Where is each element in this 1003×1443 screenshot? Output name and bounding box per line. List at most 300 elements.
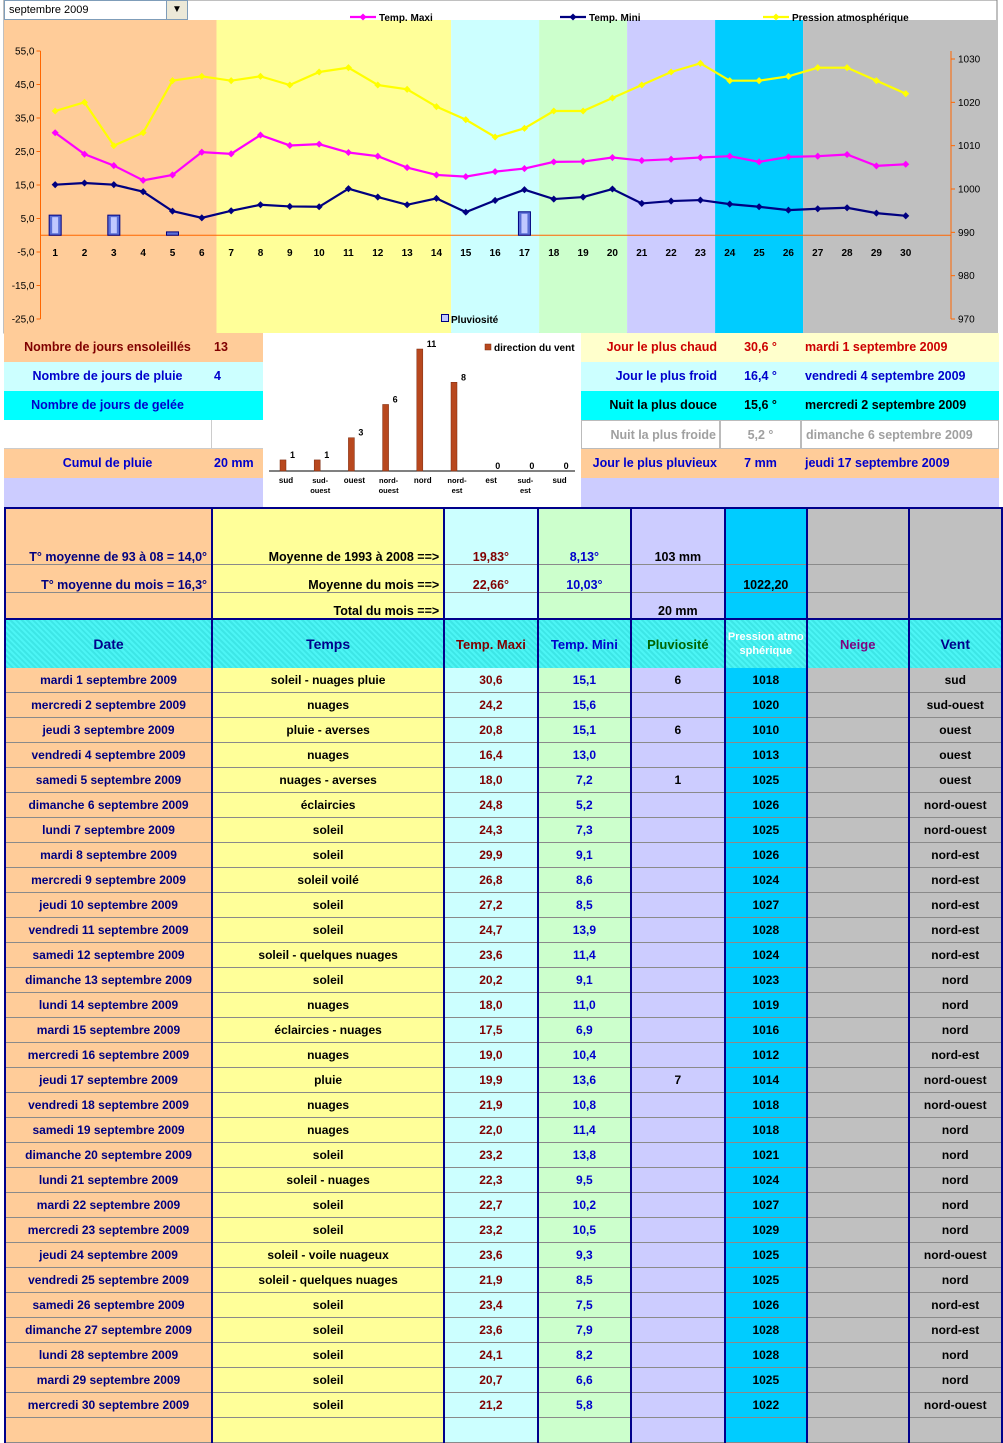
- cell-neige: [807, 1193, 909, 1218]
- cell-pluie: [631, 1343, 724, 1368]
- daily-weather-table: [4, 618, 1003, 1443]
- summary-coldest-night-value: 5,2 °: [720, 420, 801, 449]
- legend-rain-marker: [442, 315, 449, 322]
- cell-tmax: 20,7: [444, 1368, 537, 1393]
- column-header-pluie[interactable]: Pluviosité: [631, 619, 724, 668]
- cell-tmax: 22,0: [444, 1118, 537, 1143]
- x-tick-label: 8: [257, 248, 264, 259]
- column-header-temps[interactable]: Temps: [212, 619, 444, 668]
- cell-tmin: 7,5: [538, 1293, 631, 1318]
- cell-tmin: 13,9: [538, 918, 631, 943]
- cell-vent: nord-ouest: [909, 818, 1003, 843]
- month-total-rain: 20 mm: [631, 592, 724, 618]
- cell-tmax: 18,0: [444, 768, 537, 793]
- wind-bar-label: 8: [461, 372, 467, 383]
- cell-tmin: 6,9: [538, 1018, 631, 1043]
- cell-temps: soleil - nuages pluie: [212, 668, 444, 693]
- x-tick-label: 29: [870, 248, 882, 259]
- cell-date: samedi 26 septembre 2009: [5, 1293, 212, 1318]
- cell-tmin: 10,4: [538, 1043, 631, 1068]
- legend-rain-label: Pluviosité: [451, 315, 499, 326]
- cell-neige: [807, 993, 909, 1018]
- cell-neige: [807, 793, 909, 818]
- cell-pluie: [631, 943, 724, 968]
- cell-tmin: 13,8: [538, 1143, 631, 1168]
- cell-date: lundi 7 septembre 2009: [5, 818, 212, 843]
- cell-date: lundi 21 septembre 2009: [5, 1168, 212, 1193]
- summary-sunny-days-label: Nombre de jours ensoleillés: [4, 333, 211, 362]
- y-left-tick-label: 5,0: [20, 214, 35, 225]
- x-tick-label: 28: [841, 248, 853, 259]
- summary-coldest-day-date: vendredi 4 septembre 2009: [801, 362, 999, 391]
- cell-neige: [807, 1043, 909, 1068]
- cell-tmax: 22,7: [444, 1193, 537, 1218]
- cell-pression: 1027: [725, 893, 807, 918]
- cell-vent: nord-ouest: [909, 1393, 1003, 1418]
- cell-date: samedi 19 septembre 2009: [5, 1118, 212, 1143]
- cell-pression: 1025: [725, 1368, 807, 1393]
- column-header-tmax[interactable]: Temp. Maxi: [444, 619, 537, 668]
- wind-bar: [348, 438, 354, 471]
- wind-bar-label: 1: [290, 449, 296, 460]
- summary-rain-total-label: Cumul de pluie: [4, 449, 211, 478]
- cell-pression: 1010: [725, 718, 807, 743]
- cell-pression: 1023: [725, 968, 807, 993]
- x-tick-label: 11: [343, 248, 354, 259]
- cell-empty: [538, 1418, 631, 1443]
- wind-bar: [280, 460, 286, 471]
- cell-temps: soleil: [212, 1318, 444, 1343]
- cell-tmax: 20,2: [444, 968, 537, 993]
- cell-vent: nord: [909, 968, 1003, 993]
- data-tables: [0, 507, 1003, 1443]
- table-row: [5, 1043, 1002, 1068]
- wind-category-label: est: [485, 476, 497, 485]
- cell-neige: [807, 668, 909, 693]
- chart-band: [715, 20, 803, 333]
- cell-tmax: 21,9: [444, 1093, 537, 1118]
- cell-date: mardi 15 septembre 2009: [5, 1018, 212, 1043]
- table-row: [5, 1168, 1002, 1193]
- cell-tmax: 17,5: [444, 1018, 537, 1043]
- wind-category-label: sud-ouest: [310, 476, 331, 495]
- x-tick-label: 24: [724, 248, 736, 259]
- wind-category-label: sud: [552, 476, 567, 485]
- cell-pluie: [631, 1393, 724, 1418]
- wind-bar-label: 3: [358, 427, 364, 438]
- cell-tmin: 9,5: [538, 1168, 631, 1193]
- summary-rain-days-value: 4: [211, 362, 263, 391]
- cell-vent: nord-est: [909, 918, 1003, 943]
- cell-pluie: 6: [631, 718, 724, 743]
- wind-category-label: ouest: [343, 476, 366, 485]
- cell-tmax: 23,2: [444, 1143, 537, 1168]
- table-row: [5, 1268, 1002, 1293]
- wind-category-label: nord: [413, 476, 432, 485]
- cell-tmax: 23,4: [444, 1293, 537, 1318]
- x-tick-label: 3: [111, 248, 117, 259]
- cell-pluie: [631, 1018, 724, 1043]
- cell-temps: soleil: [212, 1143, 444, 1168]
- y-right-tick-label: 1010: [958, 141, 981, 153]
- summary-hottest-day-value: 30,6 °: [720, 333, 801, 362]
- cell-pluie: [631, 1268, 724, 1293]
- cell-date: samedi 12 septembre 2009: [5, 943, 212, 968]
- table-row: [5, 943, 1002, 968]
- cell-empty: [212, 1418, 444, 1443]
- table-row: [5, 1318, 1002, 1343]
- x-tick-label: 26: [782, 248, 794, 259]
- cell-date: jeudi 24 septembre 2009: [5, 1243, 212, 1268]
- cell-pression: 1018: [725, 668, 807, 693]
- cell-neige: [807, 1368, 909, 1393]
- cell-vent: ouest: [909, 768, 1003, 793]
- cell-date: mercredi 16 septembre 2009: [5, 1043, 212, 1068]
- cell-pression: 1020: [725, 693, 807, 718]
- cell-pluie: [631, 1143, 724, 1168]
- cell-date: vendredi 11 septembre 2009: [5, 918, 212, 943]
- y-left-tick-label: 35,0: [15, 113, 35, 125]
- cell-tmin: 8,6: [538, 868, 631, 893]
- cell-neige: [807, 1118, 909, 1143]
- month-selector-value: septembre 2009: [9, 4, 89, 16]
- y-right-tick-label: 990: [958, 227, 975, 239]
- cell-tmax: 23,6: [444, 1318, 537, 1343]
- stats-row-month-total: [5, 592, 1002, 618]
- cell-pluie: 7: [631, 1068, 724, 1093]
- x-tick-label: 4: [140, 248, 146, 259]
- summary-frost-days-label: Nombre de jours de gelée: [4, 391, 211, 420]
- column-header-tmin[interactable]: Temp. Mini: [538, 619, 631, 668]
- column-header-pression[interactable]: Pression atmosphérique: [725, 619, 807, 668]
- cell-tmax: 24,2: [444, 693, 537, 718]
- cell-pression: 1012: [725, 1043, 807, 1068]
- summary-sunny-days-value: 13: [211, 333, 263, 362]
- cell-pression: 1026: [725, 793, 807, 818]
- summary-lavender-strip: [4, 478, 263, 507]
- y-right-tick-label: 970: [958, 314, 975, 326]
- cell-pression: 1024: [725, 943, 807, 968]
- cell-pression: 1025: [725, 818, 807, 843]
- y-left-tick-label: 25,0: [15, 147, 35, 158]
- cell-tmax: 23,2: [444, 1218, 537, 1243]
- cell-tmin: 11,0: [538, 993, 631, 1018]
- cell-vent: nord: [909, 1168, 1003, 1193]
- x-tick-label: 10: [313, 248, 325, 259]
- cell-empty: [444, 1418, 537, 1443]
- wind-bar: [314, 460, 320, 471]
- cell-pression: 1013: [725, 743, 807, 768]
- cell-tmax: 21,2: [444, 1393, 537, 1418]
- summary-mildest-night-label: Nuit la plus douce: [581, 391, 720, 420]
- wind-bar-label: 0: [563, 461, 569, 471]
- summary-coldest-day-value: 16,4 °: [720, 362, 801, 391]
- rain-bar-highlight: [111, 217, 117, 233]
- cell-date: dimanche 6 septembre 2009: [5, 793, 212, 818]
- x-tick-label: 12: [372, 248, 384, 259]
- x-tick-label: 5: [169, 248, 176, 259]
- cell-pluie: [631, 743, 724, 768]
- wind-category-label: sud: [278, 476, 294, 485]
- column-header-neige[interactable]: Neige: [807, 619, 909, 668]
- cell-date: mardi 29 septembre 2009: [5, 1368, 212, 1393]
- x-tick-label: 20: [606, 248, 618, 259]
- cell-tmax: 21,9: [444, 1268, 537, 1293]
- cell-pression: 1025: [725, 768, 807, 793]
- cell-vent: nord: [909, 1118, 1003, 1143]
- cell-vent: nord-est: [909, 1043, 1003, 1068]
- column-header-date[interactable]: Date: [5, 619, 212, 668]
- cell-tmin: 13,6: [538, 1068, 631, 1093]
- cell-temps: soleil: [212, 968, 444, 993]
- cell-temps: soleil - quelques nuages: [212, 943, 444, 968]
- wind-bar: [383, 404, 389, 471]
- chart-band: [539, 20, 627, 333]
- y-right-tick-label: 1020: [958, 97, 981, 109]
- y-left-tick-label: -25,0: [11, 314, 35, 326]
- cell-tmax: 23,6: [444, 1243, 537, 1268]
- cell-date: jeudi 17 septembre 2009: [5, 1068, 212, 1093]
- cell-vent: nord-ouest: [909, 1093, 1003, 1118]
- x-tick-label: 30: [900, 248, 912, 259]
- column-header-vent[interactable]: Vent: [909, 619, 1003, 668]
- cell-temps: éclaircies - nuages: [212, 1018, 444, 1043]
- table-row: [5, 1118, 1002, 1143]
- wind-category-label: nord-ouest: [378, 476, 399, 495]
- cell-vent: nord: [909, 1193, 1003, 1218]
- cell-tmin: 15,1: [538, 718, 631, 743]
- summary-hottest-day-label: Jour le plus chaud: [581, 333, 720, 362]
- cell-temps: soleil - quelques nuages: [212, 1268, 444, 1293]
- cell-neige: [807, 818, 909, 843]
- cell-tmin: 9,1: [538, 968, 631, 993]
- cell-pression: 1028: [725, 1318, 807, 1343]
- y-right-tick-label: 1030: [958, 54, 981, 66]
- cell-neige: [807, 1143, 909, 1168]
- cell-neige: [807, 1243, 909, 1268]
- avg-9308-label: T° moyenne de 93 à 08 = 14,0°: [5, 508, 212, 564]
- x-tick-label: 16: [489, 248, 501, 259]
- summary-hottest-day-date: mardi 1 septembre 2009: [801, 333, 999, 362]
- cell-neige: [807, 893, 909, 918]
- cell-tmax: 30,6: [444, 668, 537, 693]
- cell-neige: [807, 718, 909, 743]
- stats-table: [4, 507, 1003, 618]
- table-header-row: [5, 619, 1002, 668]
- cell-tmax: 24,8: [444, 793, 537, 818]
- rain-bar-highlight: [52, 217, 58, 233]
- y-right-tick-label: 1000: [958, 184, 981, 196]
- wind-legend-label: direction du vent: [494, 343, 575, 354]
- cell-vent: nord-ouest: [909, 793, 1003, 818]
- cell-temps: soleil: [212, 1343, 444, 1368]
- cell-temps: soleil: [212, 1368, 444, 1393]
- cell-temps: nuages: [212, 693, 444, 718]
- cell-tmin: 8,5: [538, 893, 631, 918]
- cell-temps: soleil - voile nuageux: [212, 1243, 444, 1268]
- chart-band: [216, 20, 451, 333]
- cell-vent: nord-ouest: [909, 1243, 1003, 1268]
- cell-neige: [807, 1343, 909, 1368]
- cell-tmin: 11,4: [538, 1118, 631, 1143]
- wind-bar-label: 11: [426, 339, 437, 349]
- cell-pression: 1024: [725, 868, 807, 893]
- cell-neige: [807, 968, 909, 993]
- cell-neige: [807, 1268, 909, 1293]
- cell-temps: soleil: [212, 1393, 444, 1418]
- cell-pluie: [631, 918, 724, 943]
- summary-coldest-night-label: Nuit la plus froide: [581, 420, 720, 449]
- cell-temps: soleil: [212, 1293, 444, 1318]
- table-row-empty: [5, 1418, 1002, 1443]
- chart-band: [4, 20, 216, 333]
- cell-date: mercredi 30 septembre 2009: [5, 1393, 212, 1418]
- table-row: [5, 743, 1002, 768]
- rain-bar-highlight: [521, 214, 527, 233]
- stats-wind-blank: [909, 508, 1003, 618]
- table-row: [5, 1393, 1002, 1418]
- cell-neige: [807, 1218, 909, 1243]
- cell-tmax: 24,3: [444, 818, 537, 843]
- cell-tmin: 8,5: [538, 1268, 631, 1293]
- summary-mildest-night-value: 15,6 °: [720, 391, 801, 420]
- summary-coldest-day-label: Jour le plus froid: [581, 362, 720, 391]
- cell-empty: [909, 1418, 1003, 1443]
- cell-date: mercredi 2 septembre 2009: [5, 693, 212, 718]
- cell-temps: soleil: [212, 893, 444, 918]
- cell-temps: pluie: [212, 1068, 444, 1093]
- cell-empty: [725, 1418, 807, 1443]
- cell-temps: nuages: [212, 993, 444, 1018]
- wind-bar: [417, 349, 423, 471]
- cell-date: dimanche 27 septembre 2009: [5, 1318, 212, 1343]
- cell-pluie: [631, 1318, 724, 1343]
- cell-empty: [631, 1418, 724, 1443]
- cell-temps: éclaircies: [212, 793, 444, 818]
- cell-pression: 1018: [725, 1118, 807, 1143]
- table-row: [5, 1193, 1002, 1218]
- legend-pressure-label: Pression atmosphérique: [792, 13, 909, 24]
- cell-tmax: 20,8: [444, 718, 537, 743]
- summary-frost-days-value: [211, 391, 263, 420]
- cell-date: mardi 1 septembre 2009: [5, 668, 212, 693]
- cell-tmax: 18,0: [444, 993, 537, 1018]
- cell-vent: nord: [909, 993, 1003, 1018]
- cell-tmin: 5,8: [538, 1393, 631, 1418]
- cell-pluie: [631, 818, 724, 843]
- month-selector[interactable]: [4, 0, 188, 20]
- table-row: [5, 1243, 1002, 1268]
- table-row: [5, 968, 1002, 993]
- cell-date: mardi 22 septembre 2009: [5, 1193, 212, 1218]
- cell-date: vendredi 4 septembre 2009: [5, 743, 212, 768]
- cell-temps: pluie - averses: [212, 718, 444, 743]
- cell-vent: sud: [909, 668, 1003, 693]
- stats-row-month-average: [5, 564, 1002, 592]
- table-row: [5, 668, 1002, 693]
- x-tick-label: 22: [665, 248, 677, 259]
- wind-category-label: sud-est: [517, 476, 534, 495]
- cell-empty: [807, 1418, 909, 1443]
- cell-tmax: 22,3: [444, 1168, 537, 1193]
- cell-date: jeudi 3 septembre 2009: [5, 718, 212, 743]
- chart-band: [627, 20, 715, 333]
- cell-pluie: [631, 968, 724, 993]
- cell-pluie: [631, 1193, 724, 1218]
- table-row: [5, 918, 1002, 943]
- cell-temps: nuages: [212, 743, 444, 768]
- table-row: [5, 1293, 1002, 1318]
- cell-tmin: 9,1: [538, 843, 631, 868]
- cell-vent: nord-est: [909, 1318, 1003, 1343]
- month-total-snow: [807, 592, 909, 618]
- month-avg-max: 22,66°: [444, 564, 537, 592]
- month-total-min: [538, 592, 631, 618]
- cell-date: dimanche 20 septembre 2009: [5, 1143, 212, 1168]
- chevron-down-icon[interactable]: ▼: [166, 1, 187, 19]
- cell-pression: 1014: [725, 1068, 807, 1093]
- cell-pression: 1026: [725, 1293, 807, 1318]
- legend-tmin-label: Temp. Mini: [589, 13, 641, 24]
- table-row: [5, 1093, 1002, 1118]
- cell-tmin: 9,3: [538, 1243, 631, 1268]
- month-avg-row-label: Moyenne du mois ==>: [212, 564, 444, 592]
- cell-neige: [807, 1018, 909, 1043]
- cell-pression: 1026: [725, 843, 807, 868]
- cell-pluie: [631, 1243, 724, 1268]
- total-blank: [5, 592, 212, 618]
- cell-tmin: 10,2: [538, 1193, 631, 1218]
- cell-pluie: [631, 1218, 724, 1243]
- wind-bar: [451, 382, 457, 471]
- cell-vent: nord-est: [909, 1293, 1003, 1318]
- cell-neige: [807, 918, 909, 943]
- cell-date: mardi 8 septembre 2009: [5, 843, 212, 868]
- cell-vent: nord-est: [909, 868, 1003, 893]
- x-tick-label: 7: [228, 248, 234, 259]
- summary-rainiest-day-date: jeudi 17 septembre 2009: [801, 449, 999, 478]
- month-total-row-label: Total du mois ==>: [212, 592, 444, 618]
- cell-tmax: 27,2: [444, 893, 537, 918]
- cell-pluie: [631, 893, 724, 918]
- cell-pression: 1022: [725, 1393, 807, 1418]
- cell-neige: [807, 943, 909, 968]
- cell-neige: [807, 843, 909, 868]
- cell-pluie: [631, 1118, 724, 1143]
- cell-tmax: 29,9: [444, 843, 537, 868]
- cell-temps: nuages - averses: [212, 768, 444, 793]
- cell-temps: soleil: [212, 1218, 444, 1243]
- y-left-tick-label: -15,0: [11, 281, 35, 292]
- wind-bar-label: 0: [495, 461, 501, 471]
- cell-pression: 1021: [725, 1143, 807, 1168]
- cell-neige: [807, 1168, 909, 1193]
- avg-9308-max: 19,83°: [444, 508, 537, 564]
- wind-bar-label: 0: [529, 461, 535, 471]
- x-tick-label: 18: [548, 248, 560, 259]
- y-left-tick-label: -5,0: [17, 247, 35, 259]
- cell-temps: soleil voilé: [212, 868, 444, 893]
- cell-pluie: 1: [631, 768, 724, 793]
- cell-pression: 1016: [725, 1018, 807, 1043]
- table-row: [5, 843, 1002, 868]
- table-body: [5, 668, 1002, 1443]
- cell-vent: nord: [909, 1368, 1003, 1393]
- summary-empty-label: [4, 420, 211, 449]
- cell-vent: nord-est: [909, 943, 1003, 968]
- cell-tmax: 24,7: [444, 918, 537, 943]
- cell-pluie: [631, 793, 724, 818]
